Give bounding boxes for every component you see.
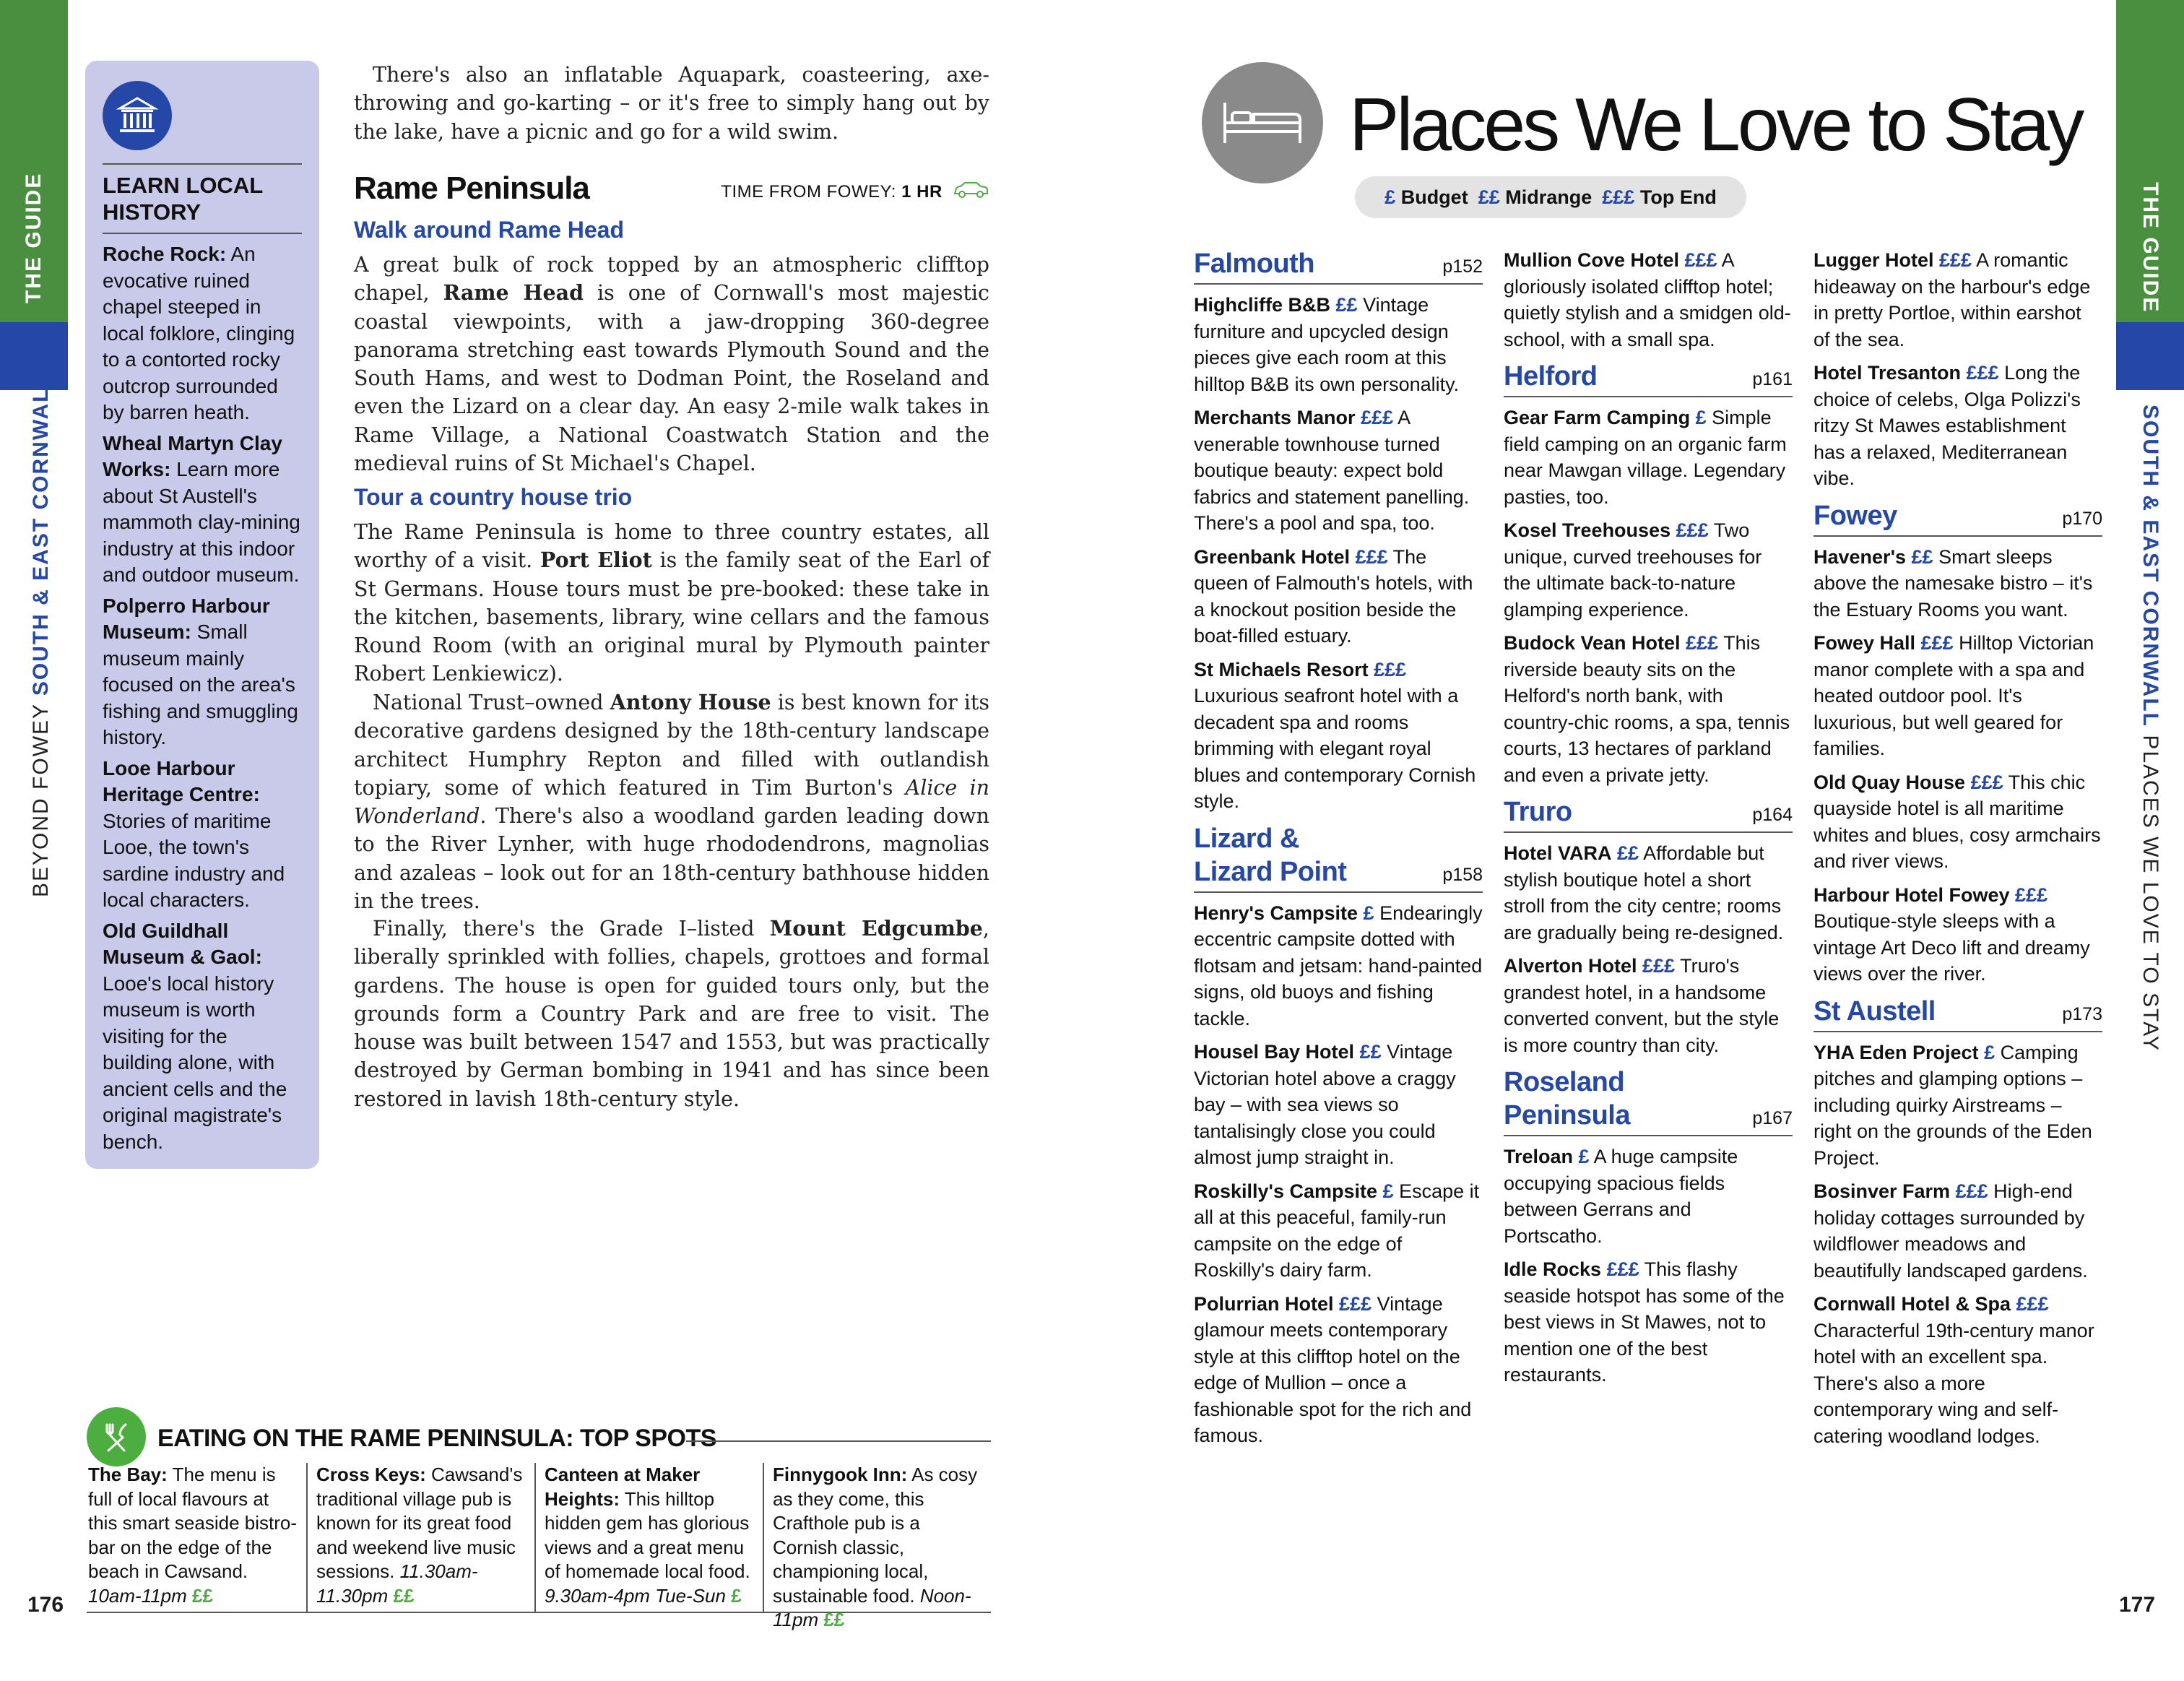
paragraph-rame-head: A great bulk of rock topped by an atmospheric clifftop chapel, Rame Head is one of Cornwall's most majestic coastal viewpoints, with a jaw-dropping 360-degree panorama stretching east towards Plymouth Sound and the South Hams, and west to Dodman Point, the Roseland and even the Lizard on a clear day. An easy 2-mile walk takes in Rame Village, a National Coastwatch Station and the medieval ruins of St Michael's Chapel. [354, 253, 989, 476]
stay-entry [1194, 405, 1483, 537]
history-item [103, 918, 302, 1156]
stay-name: Lugger Hotel [1814, 249, 1934, 271]
stay-price: £ [1363, 902, 1374, 924]
history-item-text: Stories of maritime Looe, the town's sardine industry and local characters. [103, 809, 285, 911]
legend-symbol: £££ [1602, 186, 1635, 208]
stay-name: Polurrian Hotel [1194, 1292, 1334, 1315]
stay-description: Luxurious seafront hotel with a decadent spa and rooms brimming with elegant royal blues and contemporary Cornish style. [1194, 685, 1476, 812]
stay-price: £££ [1966, 362, 1999, 384]
stay-price: £ [1984, 1041, 1996, 1063]
legend-symbol: £ [1384, 186, 1396, 208]
legend-label: Top End [1639, 186, 1717, 208]
history-rule-top [103, 163, 302, 165]
stay-description: Vintage furniture and upcycled design pieces give each room at this hilltop B&B its own personality. [1194, 294, 1460, 395]
subheading-country-house: Tour a country house trio [354, 484, 633, 510]
paragraph-port-eliot: The Rame Peninsula is home to three country estates, all worthy of a visit. Port Eliot is the family seat of the Earl of St Germans. House tours must be pre-booked: these take in the kitchen, basements, library, wine cellars and the famous Round Room (with an original mural by Plymouth painter Robert Lenkiewicz). [354, 520, 989, 686]
town-section [1814, 247, 2102, 492]
eating-rule [686, 1440, 991, 1442]
stay-entry [1504, 405, 1793, 510]
stay-column-3 [1814, 247, 2102, 1456]
stay-entry [1504, 1144, 1793, 1249]
stay-price: £££ [1676, 519, 1709, 541]
eating-spot [534, 1463, 763, 1612]
stay-price: ££ [1335, 294, 1358, 316]
stay-entry [1194, 292, 1483, 397]
legend-symbol: ££ [1478, 186, 1500, 208]
legend-item [1384, 186, 1468, 209]
stay-price: £££ [1920, 632, 1954, 654]
bed-icon [1202, 62, 1323, 183]
eating-spot [763, 1463, 991, 1630]
stay-description: The queen of Falmouth's hotels, with a knockout position beside the boat-filled estuary. [1194, 545, 1473, 647]
stay-name: Havener's [1814, 545, 1906, 568]
legend-item [1602, 186, 1717, 209]
stay-description: Vintage glamour meets contemporary style at this clifftop hotel on the edge of Mullion – once a fashionable spot for the rich and famous. [1194, 1292, 1472, 1446]
stay-entry [1504, 517, 1793, 623]
stay-entry [1194, 1178, 1483, 1284]
stay-description: This riverside beauty sits on the Helford's north bank, with country-chic rooms, a spa, tennis courts, 13 hectares of parkland and even a private jetty. [1504, 632, 1790, 786]
stay-description: Endearingly eccentric campsite dotted with flotsam and jetsam: hand-painted signs, old buoys and fishing tackle. [1194, 902, 1483, 1029]
stay-name: Hotel VARA [1504, 842, 1612, 864]
time-from-fowey [721, 181, 989, 204]
town-name: St Austell [1814, 995, 1936, 1027]
eating-spot-text: This hilltop hidden gem has glorious views and a great menu of homemade local food. [545, 1487, 750, 1582]
stay-price: £££ [1339, 1292, 1372, 1315]
port-eliot-bold: Port Eliot [540, 548, 652, 573]
eating-spot-text: Cawsand's traditional village pub is known for its great food and weekend live music sessions. [316, 1464, 523, 1582]
stay-price: ££ [1911, 545, 1933, 568]
stay-price: £££ [1939, 249, 1972, 271]
eating-spot [306, 1463, 534, 1612]
stay-price: £££ [2016, 1293, 2049, 1315]
eating-spot-name: Finnygook Inn: [773, 1464, 908, 1485]
town-heading [1504, 1066, 1793, 1136]
stay-entry [1194, 1039, 1483, 1171]
stay-description: A venerable townhouse turned boutique beauty: expect bold fabrics and statement panelling. There's a pool and spa, too. [1194, 407, 1470, 534]
history-sidebar-box [85, 61, 319, 1169]
town-page-ref: p167 [1752, 1108, 1793, 1128]
stay-name: Bosinver Farm [1814, 1180, 1951, 1202]
stay-entry [1814, 360, 2102, 492]
stay-name: Alverton Hotel [1504, 955, 1637, 977]
town-section [1504, 247, 1793, 353]
stay-price: £££ [1642, 955, 1676, 977]
stay-price: £££ [1686, 632, 1719, 654]
stay-name: Idle Rocks [1504, 1258, 1602, 1280]
right-running-head [2138, 405, 2162, 1052]
eating-spot-hours: 10am-11pm [88, 1584, 187, 1607]
legend-label: Midrange [1505, 186, 1592, 208]
stay-price: £ [1382, 1180, 1394, 1202]
history-item-text: An evocative ruined chapel steeped in local folklore, clinging to a contorted rocky outcrop surrounded by barren heath. [103, 243, 295, 423]
stay-price: £££ [1684, 249, 1717, 271]
history-list [103, 241, 302, 1155]
stay-name: Budock Vean Hotel [1504, 632, 1681, 654]
stay-name: Housel Bay Hotel [1194, 1041, 1355, 1063]
stay-description: Camping pitches and glamping options – including quirky Airstreams – right on the grounds of the Eden Project. [1814, 1041, 2092, 1169]
town-name: Roseland Peninsula [1504, 1067, 1630, 1131]
stay-description: Two unique, curved treehouses for the ultimate back-to-nature glamping experience. [1504, 519, 1762, 621]
stay-name: Old Quay House [1814, 771, 1966, 793]
stay-entry [1194, 900, 1483, 1032]
stay-entry [1814, 630, 2102, 762]
stay-name: Hotel Tresanton [1814, 362, 1962, 384]
stay-name: Gear Farm Camping [1504, 407, 1691, 428]
eating-spot-name: Cross Keys: [316, 1464, 426, 1485]
eating-spot-price: £ [731, 1584, 742, 1607]
history-item-name: Roche Rock: [103, 243, 227, 265]
eating-header [87, 1407, 991, 1468]
town-name: Helford [1504, 361, 1598, 392]
paragraph-mount-edgcumbe: Finally, there's the Grade I–listed Mount Edgcumbe, liberally sprinkled with follies, chapels, grottoes and formal gardens. The house is open for guided tours only, but the grounds form a Country Park and are free to visit. The house was built between 1547 and 1553, but was practically destroyed by German bombing in 1941 and has since been restored in lavish 18th-century style. [354, 916, 989, 1111]
stay-description: A huge campsite occupying spacious fields between Gerrans and Portscatho. [1504, 1146, 1738, 1247]
section-title: Rame Peninsula [354, 170, 589, 206]
stay-entry [1504, 247, 1793, 353]
time-from-value: 1 HR [901, 181, 942, 202]
legend-label: Budget [1400, 186, 1468, 208]
stay-entry [1504, 630, 1793, 788]
eating-spot-name: The Bay: [88, 1464, 168, 1485]
stay-name: Merchants Manor [1194, 407, 1356, 428]
page-title: Places We Love to Stay [1349, 83, 2082, 167]
town-name: Truro [1504, 797, 1572, 827]
stay-price: £ [1578, 1146, 1590, 1167]
town-page-ref: p152 [1442, 256, 1483, 277]
stay-description: This chic quayside hotel is all maritime whites and blues, cosy armchairs and river views. [1814, 771, 2101, 872]
eating-spot-price: ££ [393, 1584, 415, 1607]
stay-description: Hilltop Victorian manor complete with a spa and heated outdoor pool. It's luxurious, but well geared for families. [1814, 632, 2094, 759]
stay-entry [1814, 1178, 2102, 1284]
history-item-name: Wheal Martyn Clay Works: [103, 431, 282, 480]
stay-entry [1814, 247, 2102, 353]
stay-column-1 [1194, 247, 1483, 1456]
stay-entry [1814, 1291, 2102, 1449]
stay-description: Escape it all at this peaceful, family-run campsite on the edge of Roskilly's dairy farm. [1194, 1180, 1480, 1281]
page-number-left: 176 [27, 1593, 64, 1617]
town-section [1814, 499, 2102, 988]
stay-description: A romantic hideaway on the harbour's edge in pretty Portloe, within earshot of the sea. [1814, 249, 2091, 350]
stay-description: Smart sleeps above the namesake bistro – it's the Estuary Rooms you want. [1814, 545, 2093, 621]
town-heading [1194, 822, 1483, 893]
town-section [1504, 1066, 1793, 1388]
stay-price: £££ [1955, 1180, 1988, 1202]
left-running-head [29, 373, 53, 897]
stay-description: Truro's grandest hotel, in a handsome converted convent, but the style is more country than city. [1504, 955, 1780, 1056]
history-item-name: Looe Harbour Heritage Centre: [103, 756, 260, 805]
town-heading [1504, 795, 1793, 833]
stay-description: A gloriously isolated clifftop hotel; quietly stylish and a smidgen old-school, with a small spa. [1504, 249, 1791, 350]
right-guide-label: THE GUIDE [2138, 182, 2162, 314]
town-heading [1194, 247, 1483, 285]
stay-price: £££ [1606, 1258, 1639, 1280]
left-running-head-colored: SOUTH & EAST CORNWALL [29, 373, 53, 696]
eating-spot-text: As cosy as they come, this Crafthole pub is a Cornish classic, championing local, sustainable food. [773, 1464, 978, 1607]
legend-item [1478, 186, 1592, 209]
eating-spot-text: The menu is full of local flavours at this smart seaside bistro-bar on the edge of the beach in Cawsand. [88, 1464, 297, 1582]
stay-name: Fowey Hall [1814, 632, 1916, 654]
time-from-label: TIME FROM FOWEY: [721, 181, 896, 202]
mount-edgcumbe-bold: Mount Edgcumbe [769, 916, 983, 941]
eating-spot-price: ££ [192, 1584, 213, 1607]
eating-spot-hours: 9.30am-4pm Tue-Sun [545, 1584, 726, 1607]
stay-description: Characterful 19th-century manor hotel with an excellent spa. There's also a more contemporary wing and self-catering woodland lodges. [1814, 1319, 2094, 1447]
fork-knife-icon [87, 1407, 146, 1466]
town-section [1194, 822, 1483, 1449]
page-number-right: 177 [2119, 1593, 2156, 1617]
stay-entry [1814, 882, 2102, 988]
price-legend [1355, 176, 1746, 218]
stay-description: Vintage Victorian hotel above a craggy bay – with sea views so tantalisingly close you could almost jump straight in. [1194, 1041, 1456, 1168]
eating-spot [87, 1463, 306, 1612]
stay-name: Roskilly's Campsite [1194, 1180, 1378, 1202]
car-icon [952, 181, 989, 204]
left-running-head-plain: BEYOND FOWEY [29, 703, 53, 897]
town-name: Lizard & Lizard Point [1194, 823, 1347, 887]
town-page-ref: p173 [2062, 1003, 2102, 1024]
stay-name: Kosel Treehouses [1504, 519, 1671, 541]
subheading-walk: Walk around Rame Head [354, 217, 625, 243]
stay-entry [1504, 953, 1793, 1058]
paragraph-antony-house: National Trust–owned Antony House is best known for its decorative gardens designed by the 18th-century landscape architect Humphry Repton and filled with outlandish topiary, some of which featured in Tim Burton's Alice in Wonderland. There's also a woodland garden leading down to the River Lynher, with huge rhododendrons, magnolias and azaleas – look out for an 18th-century bathhouse hidden in the trees. [354, 690, 990, 914]
stay-price: £££ [2015, 883, 2048, 906]
intro-paragraph: There's also an inflatable Aquapark, coasteering, axe-throwing and go-karting – or it's free to simply hang out by the lake, have a picnic and go for a wild swim. [354, 63, 989, 144]
history-item [103, 241, 302, 426]
museum-icon [103, 81, 172, 150]
town-heading [1504, 360, 1793, 397]
town-page-ref: p164 [1752, 805, 1793, 825]
stay-price: ££ [1359, 1041, 1382, 1063]
stay-entry [1194, 1291, 1483, 1449]
stay-name: Cornwall Hotel & Spa [1814, 1293, 2011, 1315]
right-running-head-colored: SOUTH & EAST CORNWALL [2138, 405, 2162, 727]
history-rule-bottom [103, 233, 302, 234]
stay-name: Mullion Cove Hotel [1504, 249, 1679, 271]
stay-column-2 [1504, 247, 1793, 1396]
eating-spot-price: ££ [823, 1609, 845, 1630]
stay-name: Treloan [1504, 1146, 1574, 1167]
stay-name: Harbour Hotel Fowey [1814, 883, 2010, 906]
stay-description: This flashy seaside hotspot has some of the best views in St Mawes, not to mention one of the best restaurants. [1504, 1258, 1785, 1386]
stay-price: £££ [1374, 658, 1407, 680]
town-page-ref: p161 [1752, 369, 1793, 389]
stay-price: £££ [1355, 545, 1388, 568]
stay-price: ££ [1617, 842, 1639, 864]
town-name: Fowey [1814, 500, 1897, 531]
stay-description: Boutique-style sleeps with a vintage Art Deco lift and dreamy views over the river. [1814, 910, 2090, 985]
town-heading [1814, 499, 2102, 537]
eating-spots [87, 1463, 991, 1630]
stay-name: Greenbank Hotel [1194, 545, 1351, 568]
history-item-name: Polperro Harbour Museum: [103, 594, 270, 643]
town-section [1504, 795, 1793, 1058]
town-page-ref: p158 [1442, 864, 1483, 885]
eating-spot-name: Canteen at Maker Heights: [545, 1464, 701, 1510]
town-name: Falmouth [1194, 249, 1314, 279]
rame-head-bold: Rame Head [443, 280, 584, 306]
history-title: LEARN LOCAL HISTORY [103, 173, 263, 225]
history-item-name: Old Guildhall Museum & Gaol: [103, 919, 262, 968]
stay-name: YHA Eden Project [1814, 1041, 1979, 1063]
stay-description: High-end holiday cottages surrounded by wildflower meadows and beautifully landscaped gardens. [1814, 1180, 2088, 1282]
stay-name: Henry's Campsite [1194, 902, 1358, 924]
stay-entry [1194, 544, 1483, 649]
eating-title: EATING ON THE RAME PENINSULA: TOP SPOTS [157, 1425, 716, 1452]
town-section [1504, 360, 1793, 788]
left-guide-label: THE GUIDE [22, 172, 46, 303]
stay-description: Affordable but stylish boutique hotel a short stroll from the city centre; rooms are gradually being re-designed. [1504, 842, 1784, 943]
stay-name: St Michaels Resort [1194, 658, 1369, 680]
history-item-text: Looe's local history museum is worth visiting for the building alone, with ancient cells and the original magistrate's bench. [103, 972, 287, 1153]
right-section-tab [2116, 322, 2184, 390]
history-item-text: Small museum mainly focused on the area's fishing and smuggling history. [103, 621, 298, 748]
history-item [103, 756, 302, 914]
stay-price: £££ [1361, 407, 1394, 428]
town-page-ref: p170 [2062, 508, 2102, 529]
stay-entry [1814, 1040, 2102, 1172]
right-running-head-plain: PLACES WE LOVE TO STAY [2138, 735, 2162, 1052]
stay-entry [1814, 544, 2102, 623]
stay-entry [1194, 657, 1483, 815]
history-item-text: Learn more about St Austell's mammoth clay-mining industry at this indoor and outdoor museum. [103, 458, 300, 586]
stay-name: Highcliffe B&B [1194, 294, 1330, 316]
history-item [103, 431, 302, 589]
alice-italic: Alice in Wonderland [354, 775, 990, 829]
stay-entry [1504, 840, 1793, 946]
rame-section-header [354, 170, 989, 217]
eating-spot-hours: Noon-11pm [773, 1584, 971, 1630]
eating-spot-hours: 11.30am-11.30pm [316, 1560, 478, 1607]
town-section [1194, 247, 1483, 815]
stay-description: Long the choice of celebs, Olga Polizzi's ritzy St Mawes establishment has a relaxed, Mediterranean vibe. [1814, 362, 2081, 489]
stay-description: Simple field camping on an organic farm near Mawgan village. Legendary pasties, too. [1504, 407, 1787, 508]
stay-entry [1504, 1256, 1793, 1388]
town-heading [1814, 995, 2102, 1032]
history-item [103, 593, 302, 751]
stay-price: £££ [1970, 771, 2003, 793]
stay-entry [1814, 769, 2102, 875]
town-section [1814, 995, 2102, 1450]
stay-price: £ [1695, 407, 1707, 428]
antony-house-bold: Antony House [610, 690, 771, 714]
